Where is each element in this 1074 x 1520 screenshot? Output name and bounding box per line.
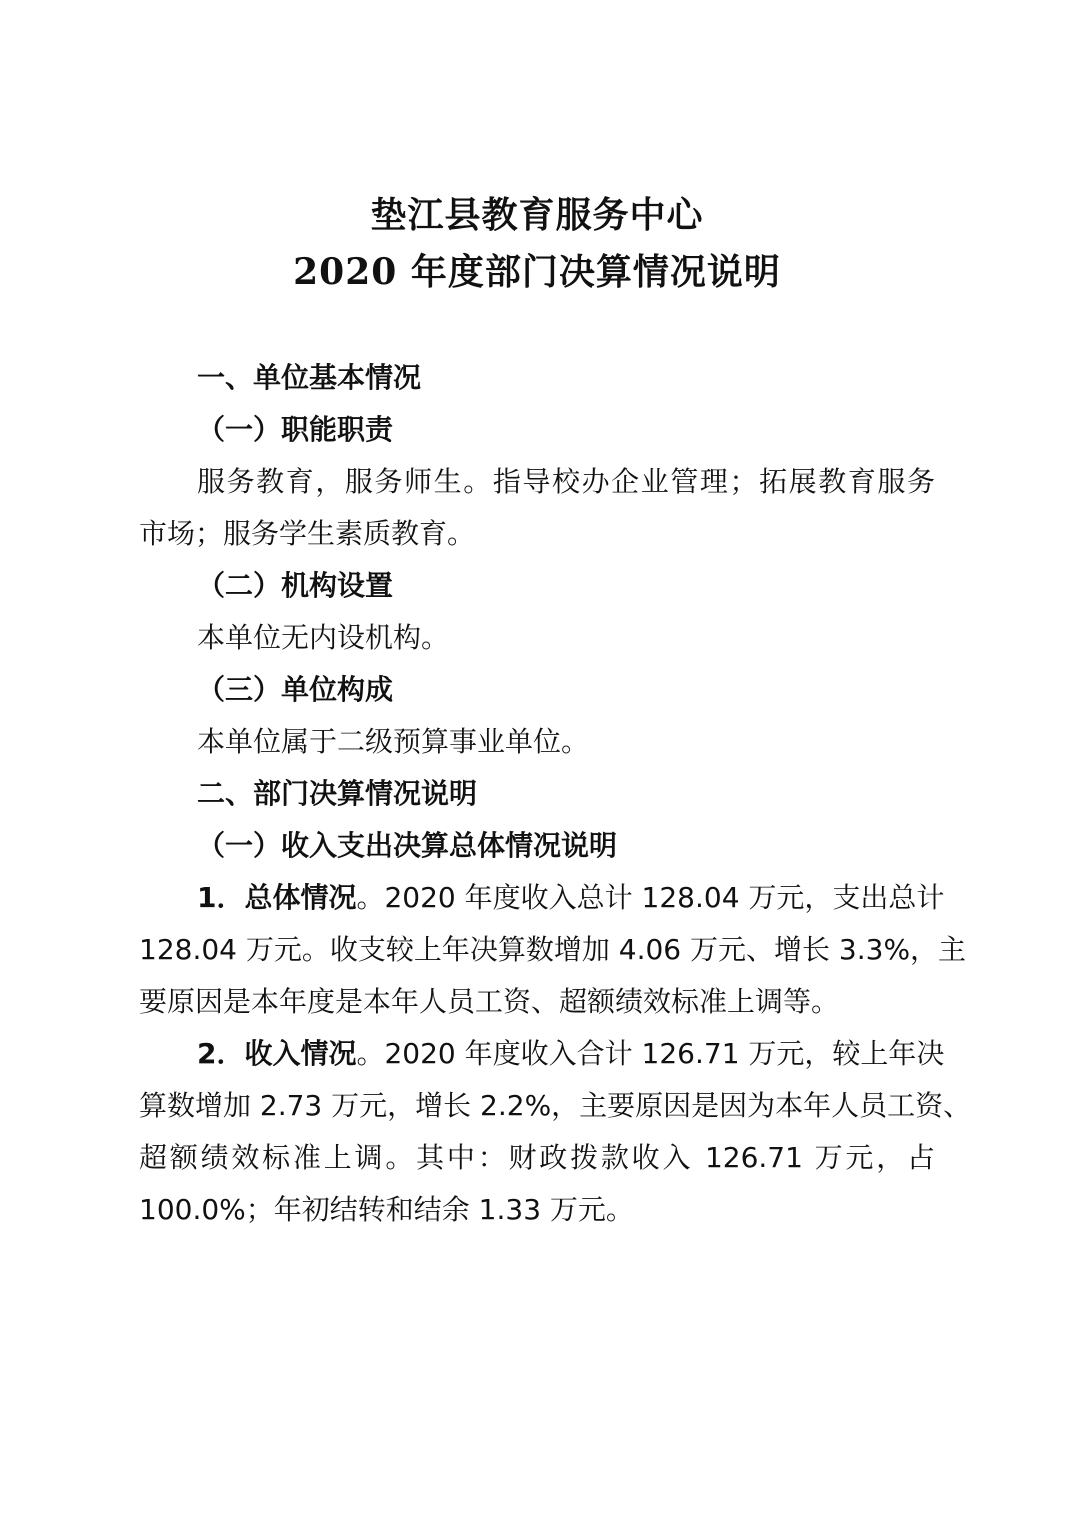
- subsection-heading-composition: （三）单位构成: [197, 673, 394, 706]
- paragraph-income-line4: 100.0%；年初结转和结余 1.33 万元。: [139, 1193, 634, 1226]
- paragraph-duties-line1: 服务教育，服务师生。指导校办企业管理；拓展教育服务: [197, 465, 935, 498]
- paragraph-income-line1: [197, 1034, 945, 1074]
- income-line1-text: 。2020 年度收入合计 126.71 万元，较上年决: [356, 1037, 945, 1070]
- subsection-heading-income-expenditure: （一）收入支出决算总体情况说明: [197, 829, 618, 862]
- paragraph-overall-line1: [197, 878, 945, 918]
- paragraph-organization: 本单位无内设机构。: [197, 621, 450, 654]
- paragraph-income-line3: 超额绩效标准上调。其中：财政拨款收入 126.71 万元，占: [139, 1141, 935, 1174]
- subsection-heading-organization: （二）机构设置: [197, 569, 394, 602]
- document-title-line2: 2020 年度部门决算情况说明: [293, 251, 781, 293]
- overall-label: 1．总体情况: [197, 881, 357, 914]
- section-heading-basic-info: 一、单位基本情况: [197, 361, 422, 394]
- paragraph-overall-line2: 128.04 万元。收支较上年决算数增加 4.06 万元、增长 3.3%，主: [139, 933, 967, 966]
- paragraph-duties-line2: 市场；服务学生素质教育。: [139, 517, 476, 550]
- section-heading-final-accounts: 二、部门决算情况说明: [197, 777, 478, 810]
- subsection-heading-duties: （一）职能职责: [197, 413, 394, 446]
- document-title-line1: 垫江县教育服务中心: [370, 194, 704, 236]
- paragraph-income-line2: 算数增加 2.73 万元，增长 2.2%，主要原因是因为本年人员工资、: [139, 1089, 972, 1122]
- income-label: 2．收入情况: [197, 1037, 357, 1070]
- paragraph-composition: 本单位属于二级预算事业单位。: [197, 725, 590, 758]
- overall-line1-text: 。2020 年度收入总计 128.04 万元，支出总计: [356, 881, 945, 914]
- paragraph-overall-line3: 要原因是本年度是本年人员工资、超额绩效标准上调等。: [139, 985, 840, 1018]
